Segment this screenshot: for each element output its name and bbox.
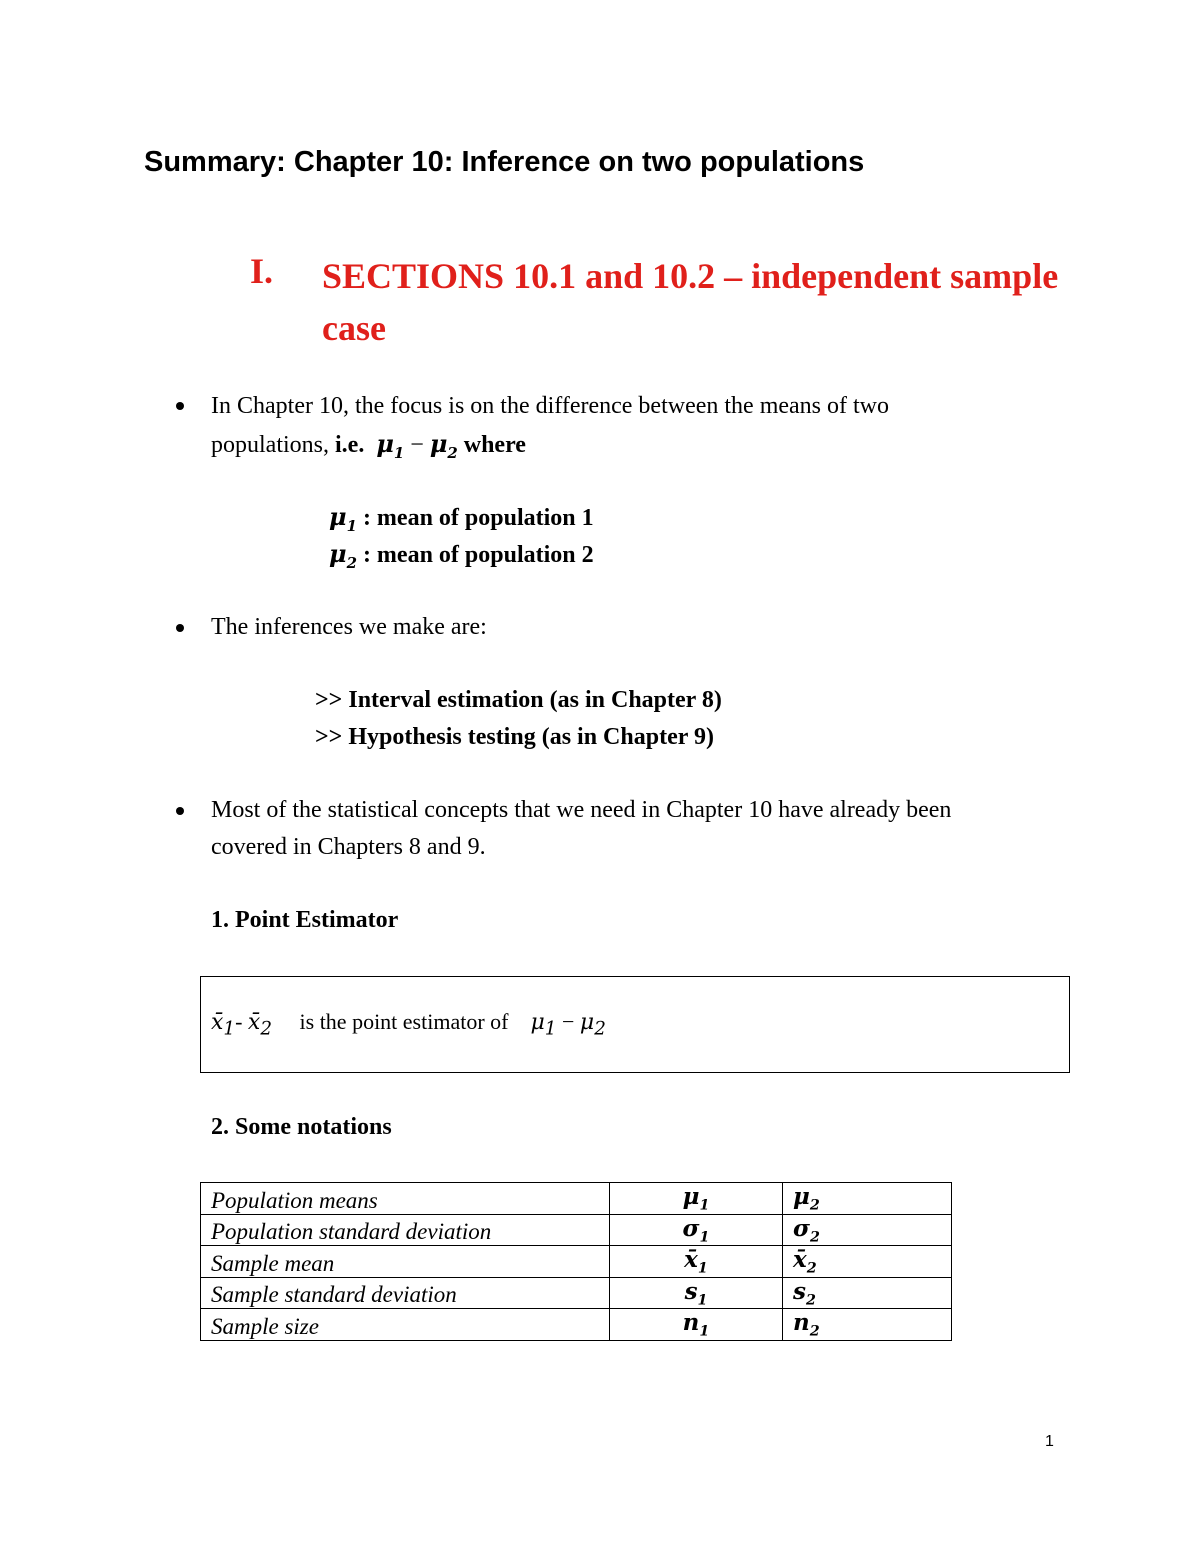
minus-sign: − — [404, 432, 430, 458]
table-row — [201, 1309, 952, 1341]
bullet-icon — [176, 624, 184, 632]
bullet-3-line-1: Most of the statistical concepts that we need in Chapter 10 have already been — [211, 797, 952, 823]
table-row — [201, 1277, 952, 1309]
page-number: 1 — [1045, 1433, 1054, 1450]
point-estimator-heading: 1. Point Estimator — [211, 907, 399, 933]
notations-heading: 2. Some notations — [211, 1114, 392, 1140]
pop1-symbol: $n_1$ — [610, 1309, 783, 1341]
table-row — [201, 1246, 952, 1278]
pop2-symbol: $s_2$ — [783, 1277, 952, 1309]
table-row — [201, 1183, 952, 1215]
xbar1-symbol: $x̄_1$ — [211, 1010, 236, 1040]
ie-text: i.e. — [335, 432, 365, 458]
pop2-symbol: $n_2$ — [783, 1309, 952, 1341]
mu2-symbol: $\mu_2$ — [329, 539, 357, 572]
point-estimator-box — [200, 976, 1070, 1073]
inference-item: >> Hypothesis testing (as in Chapter 9) — [315, 724, 714, 750]
notations-table — [200, 1182, 952, 1341]
pop1-symbol: $x̄_1$ — [610, 1246, 783, 1278]
bullet-1-line-2 — [211, 425, 526, 472]
mu1-symbol: $\mu_1$ — [530, 1010, 557, 1040]
table-row — [201, 1214, 952, 1246]
mu1-symbol: $\mu_1$ — [376, 429, 405, 462]
mu2-symbol: $\mu_2$ — [579, 1010, 606, 1040]
mu1-symbol: $\mu_1$ — [329, 502, 357, 535]
mu2-symbol: $\mu_2$ — [429, 429, 458, 462]
bullet-icon — [176, 402, 184, 410]
pop2-symbol: $x̄_2$ — [783, 1246, 952, 1278]
definition-text: : mean of population 2 — [362, 542, 594, 568]
bullet-icon — [176, 807, 184, 815]
row-label: Sample size — [201, 1309, 610, 1341]
pop1-symbol: $\sigma_1$ — [610, 1214, 783, 1246]
section-number: I. — [250, 251, 274, 291]
pop1-symbol: $s_1$ — [610, 1277, 783, 1309]
definition-text: : mean of population 1 — [362, 505, 594, 531]
definition-mu2 — [329, 535, 594, 582]
bullet-1-prefix: populations, — [211, 432, 335, 458]
pop2-symbol: $\mu_2$ — [783, 1183, 952, 1215]
section-title: SECTIONS 10.1 and 10.2 – independent sample case — [322, 256, 1059, 348]
pop2-symbol: $\sigma_2$ — [783, 1214, 952, 1246]
minus-sign: − — [556, 1009, 580, 1034]
row-label: Population standard deviation — [201, 1214, 610, 1246]
bullet-2-text: The inferences we make are: — [211, 614, 487, 640]
row-label: Population means — [201, 1183, 610, 1215]
row-label: Sample standard deviation — [201, 1277, 610, 1309]
row-label: Sample mean — [201, 1246, 610, 1278]
inference-item: >> Interval estimation (as in Chapter 8) — [315, 687, 722, 713]
document-title: Summary: Chapter 10: Inference on two populations — [144, 146, 865, 178]
dash: - — [235, 1009, 248, 1034]
bullet-1-line-1: In Chapter 10, the focus is on the difference between the means of two — [211, 393, 889, 419]
bullet-3-line-2: covered in Chapters 8 and 9. — [211, 834, 486, 860]
xbar2-symbol: $x̄_2$ — [247, 1010, 273, 1040]
point-estimator-text: is the point estimator of — [299, 1009, 509, 1034]
where-text: where — [463, 432, 526, 458]
pop1-symbol: $\mu_1$ — [610, 1183, 783, 1215]
point-estimator-statement — [211, 1009, 606, 1039]
